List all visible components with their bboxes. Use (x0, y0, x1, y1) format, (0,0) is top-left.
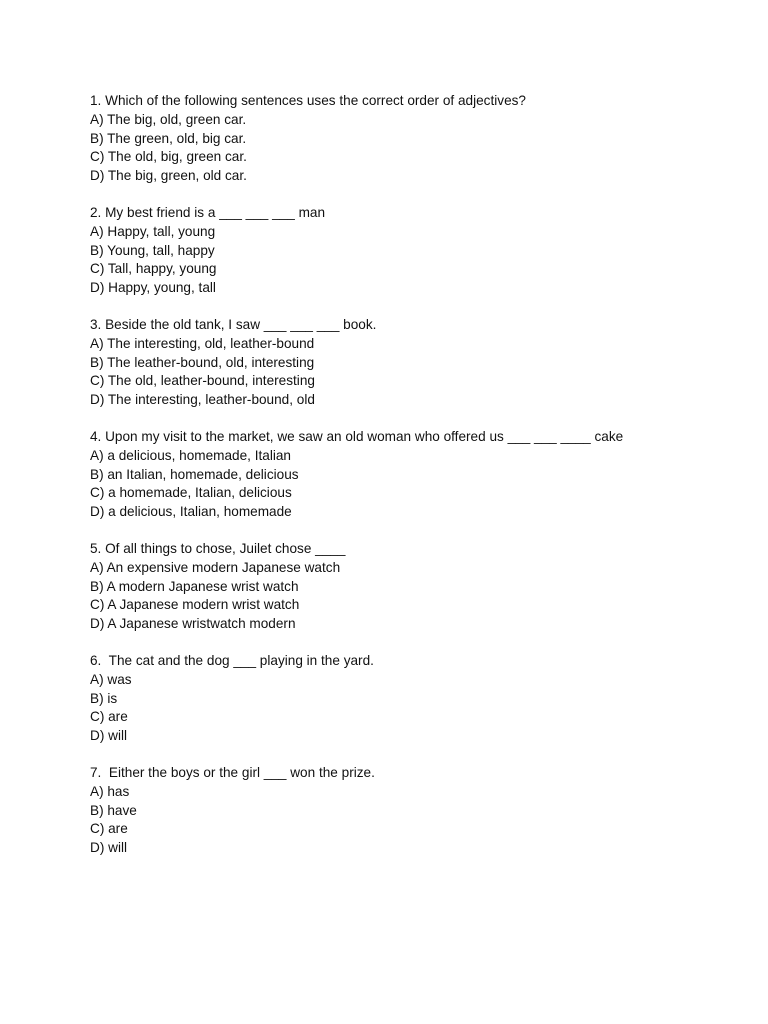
answer-option-a: A) Happy, tall, young (90, 223, 216, 239)
answer-option-d: D) Happy, young, tall (90, 280, 216, 296)
answer-option-c: C) are (90, 821, 128, 837)
question-prompt: 4. Upon my visit to the market, we saw an old woman who offered us ___ ___ ____ cake (90, 428, 624, 444)
answer-option-b: B) is (90, 690, 118, 706)
question-5 (90, 540, 750, 634)
answer-option-b: B) The leather-bound, old, interesting (90, 354, 315, 370)
answer-option-c: C) A Japanese modern wrist watch (90, 597, 300, 613)
answer-option-d: D) The interesting, leather-bound, old (90, 392, 315, 408)
answer-option-c: C) Tall, happy, young (90, 261, 217, 277)
question-prompt: 5. Of all things to chose, Juilet chose ____ (90, 540, 346, 556)
question-1 (90, 92, 750, 186)
answer-option-d: D) will (90, 840, 127, 856)
answer-option-c: C) are (90, 709, 128, 725)
question-3 (90, 316, 750, 410)
answer-option-a: A) a delicious, homemade, Italian (90, 447, 291, 463)
question-prompt: 2. My best friend is a ___ ___ ___ man (90, 204, 326, 220)
answer-option-d: D) a delicious, Italian, homemade (90, 504, 292, 520)
question-7 (90, 764, 750, 858)
question-prompt: 3. Beside the old tank, I saw ___ ___ ___ book. (90, 316, 377, 332)
answer-option-a: A) has (90, 783, 130, 799)
answer-option-c: C) a homemade, Italian, delicious (90, 485, 292, 501)
answer-option-a: A) was (90, 671, 132, 687)
question-6 (90, 652, 750, 746)
answer-option-c: C) The old, leather-bound, interesting (90, 373, 315, 389)
answer-option-c: C) The old, big, green car. (90, 149, 247, 165)
answer-option-a: A) An expensive modern Japanese watch (90, 559, 341, 575)
answer-option-d: D) The big, green, old car. (90, 168, 247, 184)
question-prompt: 1. Which of the following sentences uses the correct order of adjectives? (90, 93, 526, 108)
quiz-document (90, 92, 750, 876)
answer-option-b: B) The green, old, big car. (90, 130, 247, 146)
answer-option-b: B) A modern Japanese wrist watch (90, 578, 299, 594)
answer-option-d: D) will (90, 728, 127, 744)
question-prompt: 7. Either the boys or the girl ___ won the prize. (90, 764, 375, 780)
question-4 (90, 428, 750, 522)
answer-option-a: A) The big, old, green car. (90, 111, 247, 127)
answer-option-b: B) have (90, 802, 137, 818)
question-prompt: 6. The cat and the dog ___ playing in the yard. (90, 652, 374, 668)
answer-option-b: B) Young, tall, happy (90, 242, 215, 258)
question-2 (90, 204, 750, 298)
answer-option-d: D) A Japanese wristwatch modern (90, 616, 296, 632)
answer-option-a: A) The interesting, old, leather-bound (90, 335, 315, 351)
answer-option-b: B) an Italian, homemade, delicious (90, 466, 299, 482)
